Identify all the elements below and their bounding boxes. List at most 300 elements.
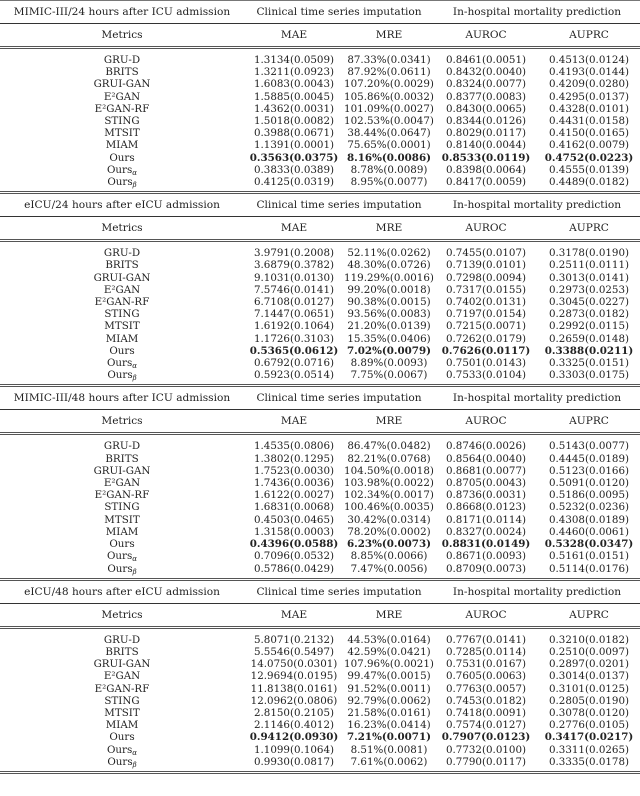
auprc-value: 0.2973(0.0253) bbox=[548, 283, 630, 296]
mre-value: 105.86%(0.0032) bbox=[344, 90, 434, 103]
mae-value: 0.9930(0.0817) bbox=[244, 756, 344, 773]
table-row bbox=[0, 272, 640, 284]
auprc-value: 0.3045(0.0227) bbox=[548, 296, 630, 309]
method-name bbox=[0, 695, 244, 707]
mae-value: 3.9791(0.2008) bbox=[253, 247, 335, 260]
method-label: BRITS bbox=[105, 645, 139, 658]
table-row bbox=[0, 369, 640, 386]
method-label: Ours bbox=[109, 344, 135, 357]
imputation-group-header: Clinical time series imputation bbox=[244, 581, 434, 604]
table-row bbox=[0, 538, 640, 550]
mae-value: 1.4362(0.0031) bbox=[253, 102, 335, 115]
auprc-value: 0.5091(0.0120) bbox=[548, 477, 630, 490]
auroc-value: 0.7626(0.0117) bbox=[441, 344, 531, 357]
auroc-value: 0.7262(0.0179) bbox=[445, 332, 527, 345]
table-title-row bbox=[0, 194, 640, 217]
auprc-value: 0.4328(0.0101) bbox=[548, 102, 630, 115]
mae-header: MAE bbox=[244, 217, 344, 241]
metrics-header-row bbox=[0, 410, 640, 434]
mre-header: MRE bbox=[344, 410, 434, 434]
table-row bbox=[0, 434, 640, 453]
mae-value: 0.5786(0.0429) bbox=[244, 563, 344, 580]
table-row bbox=[0, 501, 640, 513]
method-name bbox=[0, 296, 244, 308]
auprc-value: 0.4513(0.0124) bbox=[548, 54, 630, 66]
method-name bbox=[0, 164, 244, 176]
auroc-value: 0.8140(0.0044) bbox=[445, 139, 527, 152]
method-label: E²GAN-RF bbox=[94, 102, 150, 115]
auroc-value: 0.7790(0.0117) bbox=[434, 756, 538, 773]
table-row bbox=[0, 731, 640, 743]
mae-value: 1.6831(0.0068) bbox=[253, 501, 335, 514]
method-label: E²GAN-RF bbox=[94, 296, 150, 309]
mae-value: 1.3211(0.0923) bbox=[253, 66, 335, 79]
table-title-row bbox=[0, 387, 640, 410]
table-row bbox=[0, 683, 640, 695]
table-row bbox=[0, 695, 640, 707]
auprc-value: 0.4555(0.0139) bbox=[548, 163, 630, 176]
mre-value: 42.59%(0.0421) bbox=[347, 645, 431, 658]
table-row bbox=[0, 526, 640, 538]
mae-value: 0.9412(0.0930) bbox=[249, 731, 339, 744]
method-label: MTSIT bbox=[104, 513, 140, 526]
auroc-value: 0.7531(0.0167) bbox=[445, 658, 527, 671]
auprc-header: AUPRC bbox=[538, 24, 640, 48]
table-row bbox=[0, 719, 640, 731]
method-label: BRITS bbox=[105, 259, 139, 272]
results-table-1 bbox=[0, 194, 640, 387]
table-row bbox=[0, 357, 640, 369]
mae-value: 11.8138(0.0161) bbox=[250, 682, 338, 695]
mae-value: 1.5018(0.0082) bbox=[253, 115, 335, 128]
auprc-value: 0.4752(0.0223) bbox=[544, 151, 634, 164]
auprc-value: 0.3078(0.0120) bbox=[548, 706, 630, 719]
method-name bbox=[0, 66, 244, 78]
mae-header: MAE bbox=[244, 603, 344, 627]
mre-value: 7.02%(0.0079) bbox=[346, 344, 431, 357]
mae-value: 1.3134(0.0509) bbox=[253, 54, 335, 66]
auprc-value: 0.4295(0.0137) bbox=[548, 90, 630, 103]
auroc-value: 0.7139(0.0101) bbox=[445, 259, 527, 272]
auroc-value: 0.8533(0.0119) bbox=[441, 151, 531, 164]
auroc-value: 0.8432(0.0040) bbox=[445, 66, 527, 79]
method-label: STING bbox=[104, 694, 140, 707]
method-label: E²GAN bbox=[103, 283, 141, 296]
mre-value: 99.20%(0.0018) bbox=[347, 283, 431, 296]
auprc-header: AUPRC bbox=[538, 217, 640, 241]
mortality-group-header: In-hospital mortality prediction bbox=[434, 581, 640, 604]
imputation-group-header: Clinical time series imputation bbox=[244, 194, 434, 217]
mae-value: 3.6879(0.3782) bbox=[253, 259, 335, 272]
results-table-3 bbox=[0, 581, 640, 774]
mae-value: 0.3833(0.0389) bbox=[253, 163, 335, 176]
auroc-value: 0.7501(0.0143) bbox=[445, 357, 527, 370]
auprc-value: 0.4445(0.0189) bbox=[548, 452, 630, 465]
method-name bbox=[0, 320, 244, 332]
table-row bbox=[0, 514, 640, 526]
auprc-value: 0.4193(0.0144) bbox=[548, 66, 630, 79]
table-row bbox=[0, 241, 640, 260]
auroc-value: 0.8377(0.0083) bbox=[445, 90, 527, 103]
mre-value: 21.58%(0.0161) bbox=[347, 706, 431, 719]
method-name bbox=[0, 670, 244, 682]
mae-value: 0.7096(0.0532) bbox=[253, 550, 335, 563]
table-row bbox=[0, 465, 640, 477]
mae-value: 0.3563(0.0375) bbox=[249, 151, 339, 164]
auprc-value: 0.4489(0.0182) bbox=[538, 176, 640, 193]
auprc-value: 0.5114(0.0176) bbox=[538, 563, 640, 580]
method-name bbox=[0, 272, 244, 284]
table-row bbox=[0, 550, 640, 562]
method-label: GRU-D bbox=[103, 54, 141, 66]
method-label: MIAM bbox=[105, 139, 139, 152]
auroc-value: 0.7298(0.0094) bbox=[445, 271, 527, 284]
auprc-value: 0.5143(0.0077) bbox=[548, 440, 630, 453]
mae-header: MAE bbox=[244, 410, 344, 434]
mre-value: 100.46%(0.0035) bbox=[344, 501, 434, 514]
mae-value: 7.5746(0.0141) bbox=[253, 283, 335, 296]
mae-value: 0.5365(0.0612) bbox=[249, 344, 339, 357]
auprc-value: 0.4431(0.0158) bbox=[548, 115, 630, 128]
method-label: MTSIT bbox=[104, 706, 140, 719]
results-table-2 bbox=[0, 387, 640, 580]
mre-value: 21.20%(0.0139) bbox=[347, 320, 431, 333]
table-row bbox=[0, 670, 640, 682]
mre-value: 101.09%(0.0027) bbox=[344, 102, 434, 115]
results-table-0 bbox=[0, 0, 640, 194]
method-name bbox=[0, 707, 244, 719]
method-name bbox=[0, 284, 244, 296]
method-name bbox=[0, 308, 244, 320]
auroc-header: AUROC bbox=[434, 603, 538, 627]
method-label: Ours bbox=[107, 176, 133, 189]
auroc-value: 0.7767(0.0141) bbox=[445, 633, 527, 646]
table-row bbox=[0, 563, 640, 580]
metrics-header-row bbox=[0, 217, 640, 241]
method-name bbox=[0, 683, 244, 695]
mae-value: 7.1447(0.0651) bbox=[253, 308, 335, 321]
mre-value: 92.79%(0.0062) bbox=[347, 694, 431, 707]
method-name bbox=[0, 526, 244, 538]
mae-value: 5.5546(0.5497) bbox=[253, 645, 335, 658]
method-subscript: α bbox=[132, 362, 137, 371]
table-row bbox=[0, 259, 640, 271]
mae-value: 1.7436(0.0036) bbox=[253, 477, 335, 490]
method-label: GRUI-GAN bbox=[93, 78, 151, 91]
method-name bbox=[0, 453, 244, 465]
mre-header: MRE bbox=[344, 24, 434, 48]
method-name bbox=[0, 627, 244, 646]
mre-value: 7.21%(0.0071) bbox=[346, 731, 431, 744]
method-subscript: β bbox=[132, 181, 137, 190]
table-row bbox=[0, 345, 640, 357]
method-subscript: β bbox=[132, 374, 137, 383]
auprc-value: 0.2659(0.0148) bbox=[548, 332, 630, 345]
mae-value: 12.0962(0.0806) bbox=[250, 694, 338, 707]
auprc-value: 0.5328(0.0347) bbox=[544, 538, 634, 551]
auroc-value: 0.8324(0.0077) bbox=[445, 78, 527, 91]
method-label: E²GAN bbox=[103, 477, 141, 490]
dataset-setting-title: eICU/48 hours after eICU admission bbox=[0, 581, 244, 604]
metrics-header: Metrics bbox=[0, 410, 244, 434]
mre-header: MRE bbox=[344, 217, 434, 241]
auprc-value: 0.3101(0.0125) bbox=[548, 682, 630, 695]
method-name bbox=[0, 719, 244, 731]
method-label: Ours bbox=[109, 731, 135, 744]
method-name bbox=[0, 550, 244, 562]
mae-value: 0.4396(0.0588) bbox=[249, 538, 339, 551]
method-label: GRUI-GAN bbox=[93, 464, 151, 477]
mre-value: 7.47%(0.0056) bbox=[344, 563, 434, 580]
method-label: Ours bbox=[107, 755, 133, 768]
method-name bbox=[0, 357, 244, 369]
auroc-value: 0.8705(0.0043) bbox=[445, 477, 527, 490]
mae-value: 0.5923(0.0514) bbox=[244, 369, 344, 386]
mae-value: 1.4535(0.0806) bbox=[253, 440, 335, 453]
auroc-header: AUROC bbox=[434, 217, 538, 241]
table-row bbox=[0, 646, 640, 658]
mae-value: 2.8150(0.2105) bbox=[253, 706, 335, 719]
method-name bbox=[0, 744, 244, 756]
method-subscript: α bbox=[132, 748, 137, 757]
auroc-value: 0.7455(0.0107) bbox=[445, 247, 527, 260]
mre-value: 82.21%(0.0768) bbox=[347, 452, 431, 465]
mre-value: 75.65%(0.0001) bbox=[347, 139, 431, 152]
auroc-value: 0.7574(0.0127) bbox=[445, 719, 527, 732]
method-label: Ours bbox=[109, 538, 135, 551]
auprc-value: 0.4162(0.0079) bbox=[548, 139, 630, 152]
mae-value: 12.9694(0.0195) bbox=[250, 670, 338, 683]
mortality-group-header: In-hospital mortality prediction bbox=[434, 194, 640, 217]
table-row bbox=[0, 176, 640, 193]
mre-value: 107.96%(0.0021) bbox=[344, 658, 434, 671]
table-row bbox=[0, 66, 640, 78]
imputation-group-header: Clinical time series imputation bbox=[244, 387, 434, 410]
method-name bbox=[0, 152, 244, 164]
mre-value: 107.20%(0.0029) bbox=[344, 78, 434, 91]
auroc-value: 0.7215(0.0071) bbox=[445, 320, 527, 333]
mre-value: 8.85%(0.0066) bbox=[350, 550, 428, 563]
method-name bbox=[0, 434, 244, 453]
table-row bbox=[0, 91, 640, 103]
mae-value: 2.1146(0.4012) bbox=[253, 719, 335, 732]
auroc-value: 0.8344(0.0126) bbox=[445, 115, 527, 128]
auroc-value: 0.7533(0.0104) bbox=[434, 369, 538, 386]
mae-value: 1.6192(0.1064) bbox=[253, 320, 335, 333]
mre-value: 7.75%(0.0067) bbox=[344, 369, 434, 386]
table-row bbox=[0, 103, 640, 115]
mre-value: 119.29%(0.0016) bbox=[344, 271, 434, 284]
method-label: MIAM bbox=[105, 525, 139, 538]
method-name bbox=[0, 489, 244, 501]
auroc-value: 0.8746(0.0026) bbox=[445, 440, 527, 453]
auprc-value: 0.2776(0.0105) bbox=[548, 719, 630, 732]
dataset-setting-title: MIMIC-III/48 hours after ICU admission bbox=[0, 387, 244, 410]
mre-value: 99.47%(0.0015) bbox=[347, 670, 431, 683]
mae-value: 1.6083(0.0043) bbox=[253, 78, 335, 91]
auroc-value: 0.7317(0.0155) bbox=[445, 283, 527, 296]
method-name bbox=[0, 103, 244, 115]
mae-value: 1.3802(0.1295) bbox=[253, 452, 335, 465]
mortality-group-header: In-hospital mortality prediction bbox=[434, 387, 640, 410]
mre-value: 86.47%(0.0482) bbox=[347, 440, 431, 453]
auroc-value: 0.8430(0.0065) bbox=[445, 102, 527, 115]
mre-value: 90.38%(0.0015) bbox=[347, 296, 431, 309]
table-row bbox=[0, 78, 640, 90]
mre-value: 8.16%(0.0086) bbox=[346, 151, 431, 164]
mre-value: 52.11%(0.0262) bbox=[347, 247, 431, 260]
table-row bbox=[0, 127, 640, 139]
metrics-header: Metrics bbox=[0, 603, 244, 627]
method-label: Ours bbox=[106, 163, 133, 176]
method-label: STING bbox=[104, 115, 140, 128]
mre-value: 15.35%(0.0406) bbox=[347, 332, 431, 345]
auprc-header: AUPRC bbox=[538, 603, 640, 627]
auprc-value: 0.3013(0.0141) bbox=[548, 271, 630, 284]
metrics-header: Metrics bbox=[0, 217, 244, 241]
auroc-value: 0.7732(0.0100) bbox=[445, 743, 527, 756]
mre-value: 104.50%(0.0018) bbox=[344, 464, 434, 477]
method-label: STING bbox=[104, 308, 140, 321]
method-name bbox=[0, 139, 244, 151]
table-row bbox=[0, 308, 640, 320]
mae-value: 1.7523(0.0030) bbox=[253, 464, 335, 477]
auroc-value: 0.8327(0.0024) bbox=[445, 525, 527, 538]
method-label: GRU-D bbox=[103, 440, 141, 453]
table-title-row bbox=[0, 581, 640, 604]
method-name bbox=[0, 501, 244, 513]
mre-value: 91.52%(0.0011) bbox=[347, 682, 431, 695]
auprc-value: 0.2897(0.0201) bbox=[548, 658, 630, 671]
method-subscript: α bbox=[132, 168, 137, 177]
method-label: E²GAN-RF bbox=[94, 682, 150, 695]
mae-value: 1.5885(0.0045) bbox=[253, 90, 335, 103]
method-label: E²GAN bbox=[103, 670, 141, 683]
auroc-value: 0.8564(0.0040) bbox=[445, 452, 527, 465]
table-row bbox=[0, 658, 640, 670]
method-name bbox=[0, 48, 244, 67]
auprc-value: 0.5123(0.0166) bbox=[548, 464, 630, 477]
mae-value: 0.4125(0.0319) bbox=[244, 176, 344, 193]
method-name bbox=[0, 127, 244, 139]
auprc-value: 0.2805(0.0190) bbox=[548, 694, 630, 707]
method-label: Ours bbox=[106, 357, 133, 370]
auroc-header: AUROC bbox=[434, 410, 538, 434]
auprc-header: AUPRC bbox=[538, 410, 640, 434]
auroc-header: AUROC bbox=[434, 24, 538, 48]
method-label: MIAM bbox=[105, 719, 139, 732]
method-name bbox=[0, 241, 244, 260]
method-name bbox=[0, 646, 244, 658]
method-label: GRU-D bbox=[103, 247, 141, 260]
auroc-value: 0.8398(0.0064) bbox=[445, 163, 527, 176]
method-name bbox=[0, 176, 244, 193]
method-name bbox=[0, 115, 244, 127]
mre-value: 38.44%(0.0647) bbox=[347, 127, 431, 140]
mre-value: 16.23%(0.0414) bbox=[347, 719, 431, 732]
mre-value: 8.95%(0.0077) bbox=[344, 176, 434, 193]
auroc-value: 0.8171(0.0114) bbox=[445, 513, 527, 526]
method-name bbox=[0, 91, 244, 103]
mre-value: 93.56%(0.0083) bbox=[347, 308, 431, 321]
method-label: BRITS bbox=[105, 452, 139, 465]
table-row bbox=[0, 477, 640, 489]
method-label: E²GAN bbox=[103, 90, 141, 103]
auroc-value: 0.8831(0.0149) bbox=[441, 538, 531, 551]
auroc-value: 0.8029(0.0117) bbox=[445, 127, 527, 140]
method-label: GRUI-GAN bbox=[93, 658, 151, 671]
auroc-value: 0.8668(0.0123) bbox=[445, 501, 527, 514]
table-row bbox=[0, 320, 640, 332]
table-row bbox=[0, 152, 640, 164]
method-label: STING bbox=[104, 501, 140, 514]
mae-value: 1.3158(0.0003) bbox=[253, 525, 335, 538]
method-name bbox=[0, 563, 244, 580]
mre-value: 78.20%(0.0002) bbox=[347, 525, 431, 538]
auprc-value: 0.3388(0.0211) bbox=[544, 344, 634, 357]
method-name bbox=[0, 333, 244, 345]
mae-value: 0.4503(0.0465) bbox=[253, 513, 335, 526]
metrics-header-row bbox=[0, 603, 640, 627]
auprc-value: 0.2511(0.0111) bbox=[548, 259, 630, 272]
mae-value: 1.1099(0.1064) bbox=[253, 743, 335, 756]
mre-value: 8.78%(0.0089) bbox=[350, 163, 428, 176]
auprc-value: 0.5161(0.0151) bbox=[548, 550, 630, 563]
method-label: Ours bbox=[106, 743, 133, 756]
method-label: Ours bbox=[106, 550, 133, 563]
auprc-value: 0.4150(0.0165) bbox=[548, 127, 630, 140]
mre-value: 7.61%(0.0062) bbox=[344, 756, 434, 773]
table-row bbox=[0, 756, 640, 773]
auprc-value: 0.4460(0.0061) bbox=[548, 525, 630, 538]
mre-value: 48.30%(0.0726) bbox=[347, 259, 431, 272]
method-label: GRUI-GAN bbox=[93, 271, 151, 284]
mre-value: 102.53%(0.0047) bbox=[344, 115, 434, 128]
method-name bbox=[0, 259, 244, 271]
auprc-value: 0.3335(0.0178) bbox=[538, 756, 640, 773]
dataset-setting-title: MIMIC-III/24 hours after ICU admission bbox=[0, 1, 244, 24]
method-label: Ours bbox=[107, 369, 133, 382]
metrics-header: Metrics bbox=[0, 24, 244, 48]
method-name bbox=[0, 345, 244, 357]
method-label: MTSIT bbox=[104, 320, 140, 333]
auprc-value: 0.4308(0.0189) bbox=[548, 513, 630, 526]
mre-value: 30.42%(0.0314) bbox=[347, 513, 431, 526]
auroc-value: 0.7453(0.0182) bbox=[445, 694, 527, 707]
method-name bbox=[0, 477, 244, 489]
auroc-value: 0.7402(0.0131) bbox=[445, 296, 527, 309]
mre-value: 87.33%(0.0341) bbox=[347, 54, 431, 66]
auroc-value: 0.8709(0.0073) bbox=[434, 563, 538, 580]
table-row bbox=[0, 48, 640, 67]
method-name bbox=[0, 756, 244, 773]
auroc-value: 0.7907(0.0123) bbox=[441, 731, 531, 744]
auroc-value: 0.8461(0.0051) bbox=[445, 54, 527, 66]
auprc-value: 0.2992(0.0115) bbox=[548, 320, 630, 333]
table-row bbox=[0, 164, 640, 176]
auroc-value: 0.7197(0.0154) bbox=[445, 308, 527, 321]
mre-value: 8.89%(0.0093) bbox=[350, 357, 428, 370]
mae-value: 1.6122(0.0027) bbox=[253, 489, 335, 502]
mae-value: 14.0750(0.0301) bbox=[250, 658, 338, 671]
auprc-value: 0.4209(0.0280) bbox=[548, 78, 630, 91]
auroc-value: 0.8671(0.0093) bbox=[445, 550, 527, 563]
mre-value: 87.92%(0.0611) bbox=[347, 66, 431, 79]
table-row bbox=[0, 115, 640, 127]
mre-value: 6.23%(0.0073) bbox=[346, 538, 431, 551]
method-name bbox=[0, 731, 244, 743]
auprc-value: 0.5186(0.0095) bbox=[548, 489, 630, 502]
